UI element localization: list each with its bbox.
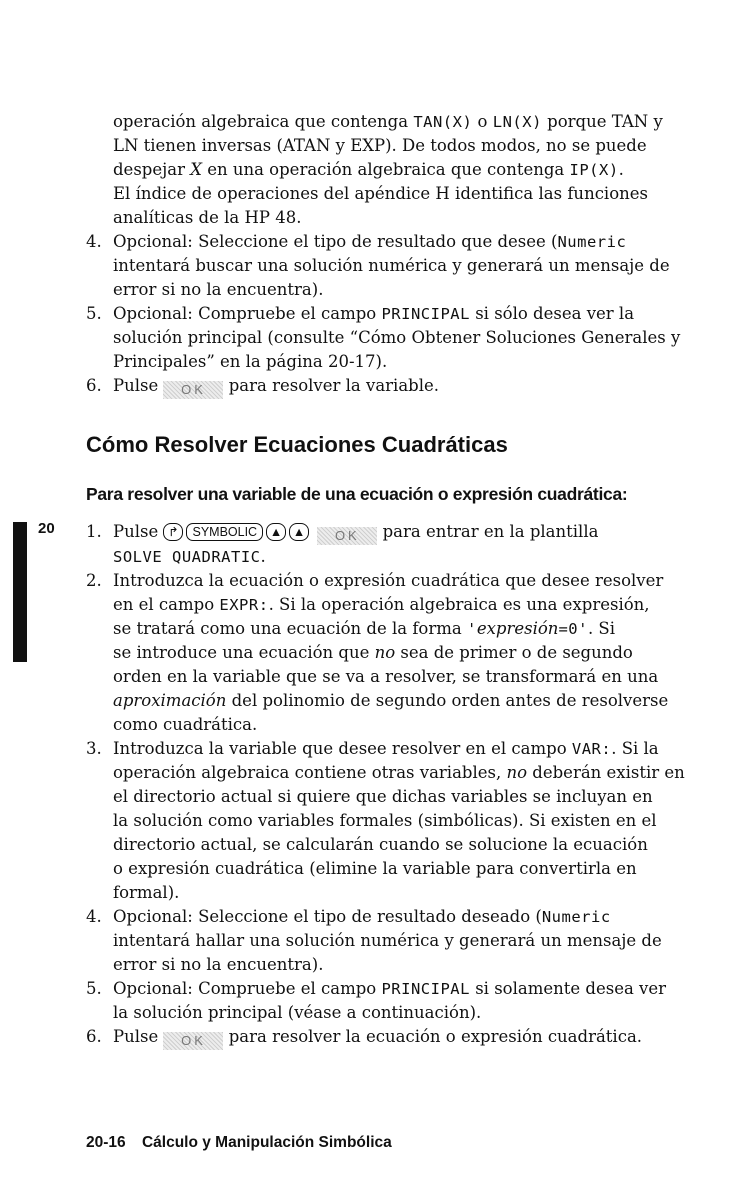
text-line — [113, 569, 726, 593]
text-line — [113, 254, 726, 278]
text-line — [113, 617, 726, 641]
page-footer — [86, 1134, 392, 1152]
text-run: o expresión cuadrática (elimine la variable para convertirla en — [113, 859, 637, 878]
text-run: orden en la variable que se va a resolver, se transformará en una — [113, 667, 659, 686]
text-run: LN tienen inversas (ATAN y EXP). De todos modos, no se puede — [113, 136, 647, 155]
text-run: Principales” en la página 20-17). — [113, 352, 388, 371]
text-line — [113, 713, 726, 737]
step-item — [86, 737, 726, 905]
menu-softkey-label: OK — [163, 1032, 223, 1050]
step-text — [113, 737, 726, 905]
steps-list-bottom — [86, 520, 726, 1050]
step-number: 6. — [86, 376, 102, 395]
calculator-display-text: SOLVE QUADRATIC — [113, 548, 261, 566]
text-run: error si no la encuentra). — [113, 955, 324, 974]
text-run: en una operación algebraica que contenga — [201, 160, 570, 179]
text-line — [113, 350, 726, 374]
text-line — [113, 110, 713, 134]
text-run: Opcional: Compruebe el campo — [113, 304, 382, 323]
emphasis-text: no — [506, 763, 528, 782]
text-run: . — [260, 547, 266, 566]
text-line — [113, 905, 726, 929]
footer-page-number: 20-16 — [86, 1134, 126, 1151]
step-item — [86, 1025, 726, 1050]
steps-list-top — [86, 230, 726, 399]
calculator-display-text: PRINCIPAL — [381, 980, 470, 998]
text-run: Introduzca la ecuación o expresión cuadrática que desee resolver — [113, 571, 664, 590]
text-run: o — [472, 112, 493, 131]
text-run: operación algebraica contiene otras variables, — [113, 763, 507, 782]
step-number: 4. — [86, 232, 102, 251]
text-run: se introduce una ecuación que — [113, 643, 375, 662]
text-run: . — [618, 160, 624, 179]
text-line — [113, 1025, 726, 1050]
calculator-display-text: ' — [467, 620, 477, 638]
text-run: error si no la encuentra). — [113, 280, 324, 299]
step-number: 1. — [86, 522, 102, 541]
text-line — [113, 857, 726, 881]
calculator-display-text: =0' — [558, 620, 588, 638]
step-text — [113, 1025, 726, 1050]
step-item — [86, 230, 726, 302]
text-run: operación algebraica que contenga — [113, 112, 414, 131]
step-number: 2. — [86, 571, 102, 590]
text-run: sea de primer o de segundo — [395, 643, 633, 662]
text-run: del polinomio de segundo orden antes de resolverse — [226, 691, 669, 710]
text-run: Opcional: Compruebe el campo — [113, 979, 382, 998]
text-run: analíticas de la HP 48. — [113, 208, 302, 227]
intro-paragraph — [113, 110, 713, 230]
step-text — [113, 569, 726, 737]
step-number: 5. — [86, 304, 102, 323]
text-line — [113, 737, 726, 761]
calculator-display-text: IP(X) — [569, 161, 619, 179]
text-run: como cuadrática. — [113, 715, 258, 734]
text-line — [113, 593, 726, 617]
step-item — [86, 374, 726, 399]
text-line — [113, 182, 713, 206]
text-line — [113, 545, 726, 569]
text-line — [113, 977, 726, 1001]
text-run: Opcional: Seleccione el tipo de resultado que desee ( — [113, 232, 558, 251]
text-run: si sólo desea ver la — [469, 304, 635, 323]
calculator-display-text: Numeric — [541, 908, 611, 926]
text-run: Pulse — [113, 376, 164, 395]
step-item — [86, 977, 726, 1025]
text-line — [113, 665, 726, 689]
text-run: . Si la — [611, 739, 659, 758]
up-arrow-key-icon: ▲ — [289, 523, 309, 541]
text-run: intentará hallar una solución numérica y generará un mensaje de — [113, 931, 662, 950]
text-line — [113, 881, 726, 905]
emphasis-text: expresión — [476, 619, 559, 638]
text-run: El índice de operaciones del apéndice H identifica las funciones — [113, 184, 649, 203]
text-run: la solución como variables formales (simbólicas). Si existen en el — [113, 811, 657, 830]
text-run: deberán existir en — [527, 763, 685, 782]
text-line — [113, 230, 726, 254]
text-run: . Si — [587, 619, 616, 638]
emphasis-text: X — [190, 160, 202, 179]
symbolic-key-label: SYMBOLIC — [186, 523, 263, 541]
text-line — [113, 929, 726, 953]
menu-softkey-label: OK — [163, 381, 223, 399]
text-line — [113, 953, 726, 977]
text-run: para entrar en la plantilla — [377, 522, 599, 541]
text-run: formal). — [113, 883, 180, 902]
step-number: 3. — [86, 739, 102, 758]
text-run: . Si la operación algebraica es una expresión, — [268, 595, 650, 614]
text-line — [113, 158, 713, 182]
text-line — [113, 134, 713, 158]
calculator-display-text: VAR: — [571, 740, 612, 758]
text-line — [113, 278, 726, 302]
text-run: para resolver la ecuación o expresión cuadrática. — [223, 1027, 643, 1046]
text-run: directorio actual, se calcularán cuando se solucione la ecuación — [113, 835, 648, 854]
text-line — [113, 809, 726, 833]
menu-softkey-label: OK — [317, 527, 377, 545]
calculator-display-text: Numeric — [557, 233, 627, 251]
text-run: Pulse — [113, 522, 164, 541]
emphasis-text: aproximación — [113, 691, 227, 710]
step-text — [113, 374, 726, 399]
right-shift-key-icon: ↱ — [163, 523, 183, 541]
text-run: Pulse — [113, 1027, 164, 1046]
calculator-display-text: LN(X) — [492, 113, 542, 131]
text-run: despejar — [113, 160, 191, 179]
footer-title: Cálculo y Manipulación Simbólica — [141, 1134, 392, 1151]
step-text — [113, 302, 726, 374]
step-number: 4. — [86, 907, 102, 926]
calculator-display-text: EXPR: — [219, 596, 269, 614]
text-line — [113, 833, 726, 857]
emphasis-text: no — [374, 643, 396, 662]
section-title: Cómo Resolver Ecuaciones Cuadráticas — [86, 432, 508, 457]
text-line — [113, 326, 726, 350]
step-item — [86, 569, 726, 737]
text-line — [113, 689, 726, 713]
text-run: intentará buscar una solución numérica y generará un mensaje de — [113, 256, 670, 275]
text-run: Opcional: Seleccione el tipo de resultado deseado ( — [113, 907, 542, 926]
text-line — [113, 374, 726, 399]
step-number: 6. — [86, 1027, 102, 1046]
text-run: Introduzca la variable que desee resolver en el campo — [113, 739, 572, 758]
chapter-tab-bar — [13, 522, 27, 662]
step-text — [113, 905, 726, 977]
text-run: si solamente desea ver — [469, 979, 667, 998]
text-line — [113, 641, 726, 665]
text-line — [113, 761, 726, 785]
text-line — [113, 1001, 726, 1025]
step-item — [86, 520, 726, 569]
text-line — [113, 785, 726, 809]
step-text — [113, 977, 726, 1025]
text-run: porque TAN y — [541, 112, 663, 131]
step-item — [86, 302, 726, 374]
text-line — [113, 206, 713, 230]
subsection-title: Para resolver una variable de una ecuación o expresión cuadrática: — [86, 484, 628, 504]
text-run: en el campo — [113, 595, 220, 614]
up-arrow-key-icon: ▲ — [266, 523, 286, 541]
text-run: para resolver la variable. — [223, 376, 440, 395]
calculator-display-text: TAN(X) — [413, 113, 473, 131]
step-number: 5. — [86, 979, 102, 998]
text-run: el directorio actual si quiere que dichas variables se incluyan en — [113, 787, 653, 806]
text-run: se tratará como una ecuación de la forma — [113, 619, 467, 638]
step-item — [86, 905, 726, 977]
text-line — [113, 302, 726, 326]
chapter-tab-number: 20 — [38, 520, 55, 537]
step-text — [113, 520, 726, 569]
step-text — [113, 230, 726, 302]
text-run: solución principal (consulte “Cómo Obtener Soluciones Generales y — [113, 328, 681, 347]
calculator-display-text: PRINCIPAL — [381, 305, 470, 323]
text-run: la solución principal (véase a continuación). — [113, 1003, 482, 1022]
text-line — [113, 520, 726, 545]
